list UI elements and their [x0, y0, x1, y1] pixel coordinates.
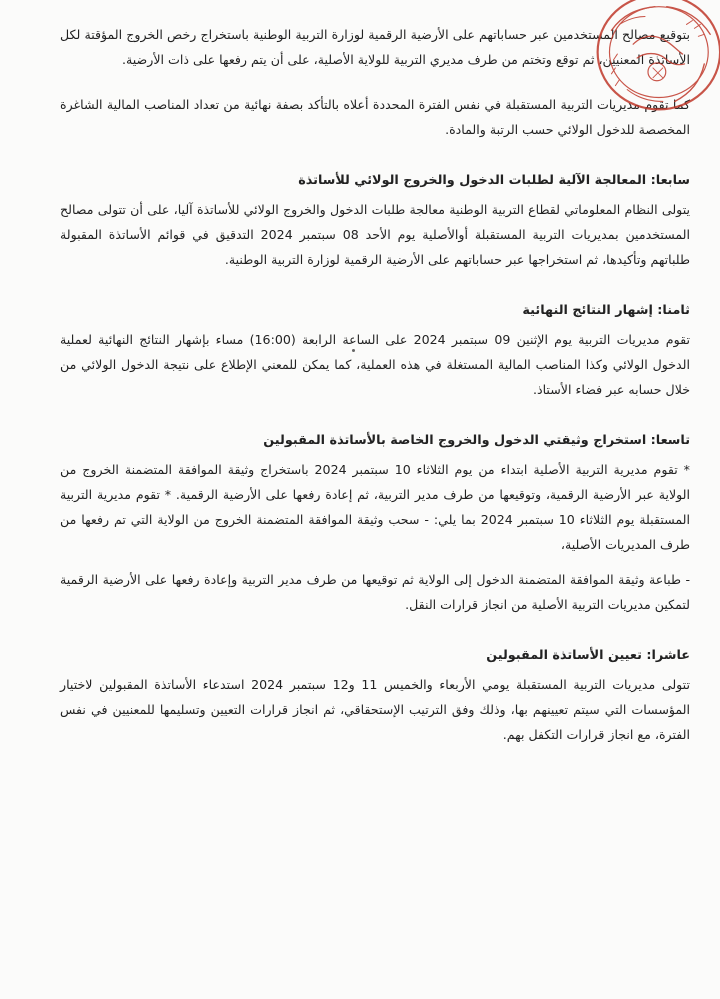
- paragraph-line: الرقمية لتمكين مديريات التربية الأصلية من انجاز قرارات النقل.: [60, 572, 690, 612]
- paragraph-line: - سحب وثيقة الموافقة المتضمنة الخروج من الولاية التي تم رفعها من طرف المديريات الأصلية،: [60, 512, 690, 552]
- paragraph: [60, 567, 690, 617]
- paragraph: [60, 197, 690, 272]
- paragraph-line: تقوم مديريات التربية يوم الإثنين 09 سبتمبر 2024 على الساعة الرابعة (16:00) مساء بإشهار النتائج النهائية لعملية: [60, 332, 690, 347]
- stray-dot: [352, 349, 355, 352]
- document-body: [60, 22, 690, 747]
- paragraph-line: ذات الأرضية.: [122, 52, 189, 67]
- paragraph-line: - طباعة وثيقة الموافقة المتضمنة الدخول إلى الولاية ثم توقيعها من طرف مدير التربية وإعادة رفعها على الأرضية: [102, 572, 690, 587]
- paragraph-line: الخروج المؤقتة لكل الأساتذة المعنيين، ثم توقع وتختم من طرف مديري التربية للولاية الأصلية، على أن يتم رفعها على: [60, 27, 690, 67]
- paragraph-line: * تقوم مديرية التربية الأصلية ابتداء من يوم الثلاثاء 10 سبتمبر 2024 باستخراج وثيقة الموافقة المتضمنة الخروج: [82, 462, 690, 477]
- paragraph-line: مصالح المستخدمين بمديريات التربية المستقبلة أوالأصلية يوم الأحد 08 سبتمبر 2024 التدقيق في قوائم الأساتذة: [60, 202, 690, 242]
- paragraph-line: * تقوم مديرية التربية المستقبلة يوم الثلاثاء 10 سبتمبر 2024 بما يلي:: [60, 487, 691, 527]
- section-heading: تاسعا: استخراج وثيقتي الدخول والخروج الخاصة بالأساتذة المقبولين: [263, 433, 690, 448]
- section-spacer: [60, 557, 690, 567]
- section-spacer: [60, 272, 690, 298]
- paragraph-line: بتوقيع مصالح المستخدمين عبر حساباتهم على الأرضية الرقمية لوزارة التربية الوطنية باستخراج رخص: [167, 27, 690, 42]
- section-heading: عاشرا: تعيين الأساتذة المقبولين: [486, 648, 690, 663]
- paragraph-line: الشاغرة المخصصة للدخول الولائي حسب الرتبة والمادة.: [60, 97, 690, 137]
- section-spacer: [60, 402, 690, 428]
- section-heading: سابعا: المعالجة الآلية لطلبات الدخول والخروج الولائي للأساتذة: [298, 173, 690, 188]
- paragraph: [60, 672, 690, 747]
- paragraph-line: من الولاية عبر الأرضية الرقمية، وتوقيعها من طرف مدير التربية، ثم إعادة رفعها على الأرضية الرقمية.: [60, 462, 690, 502]
- paragraph: [60, 457, 690, 557]
- section-heading: ثامنا: إشهار النتائج النهائية: [522, 303, 690, 318]
- paragraph-line: من خلال حسابه عبر فضاء الأستاذ.: [60, 357, 690, 397]
- section-spacer: [60, 617, 690, 643]
- section-spacer: [60, 142, 690, 168]
- paragraph-line: تتولى مديريات التربية المستقبلة يومي الأربعاء والخميس 11 و12 سبتمبر 2024 استدعاء الأساتذة المقبولين لاختيار: [60, 677, 690, 692]
- paragraph-line: كما تقوم مديريات التربية المستقبلة في نفس الفترة المحددة أعلاه بالتأكد بصفة نهائية من تعداد المناصب المالية: [106, 97, 690, 112]
- paragraph: [60, 327, 690, 402]
- paragraph-line: الفترة، مع انجاز قرارات التكفل بهم.: [502, 727, 690, 742]
- paragraph-line: المؤسسات التي سيتم تعيينهم بها، وذلك وفق الترتيب الإستحقاقي، ثم انجاز قرارات التعيين وتسليمها للمعنيين في نفس: [60, 702, 690, 717]
- official-stamp: [568, 0, 720, 124]
- paragraph-line: الدخول الولائي وكذا المناصب المالية المستغلة في هذه العملية، كما يمكن للمعني الإطلاع على نتيجة الدخول الولائي: [81, 357, 690, 372]
- paragraph-line: يتولى النظام المعلوماتي لقطاع التربية الوطنية معالجة طلبات الدخول والخروج الولائي للأساتذة آليا، على أن تتولى: [97, 202, 690, 217]
- paragraph-line: المقبولة طلباتهم وتأكيدها، ثم استخراجها عبر حساباتهم على الأرضية الرقمية لوزارة التربية الوطنية.: [60, 227, 690, 267]
